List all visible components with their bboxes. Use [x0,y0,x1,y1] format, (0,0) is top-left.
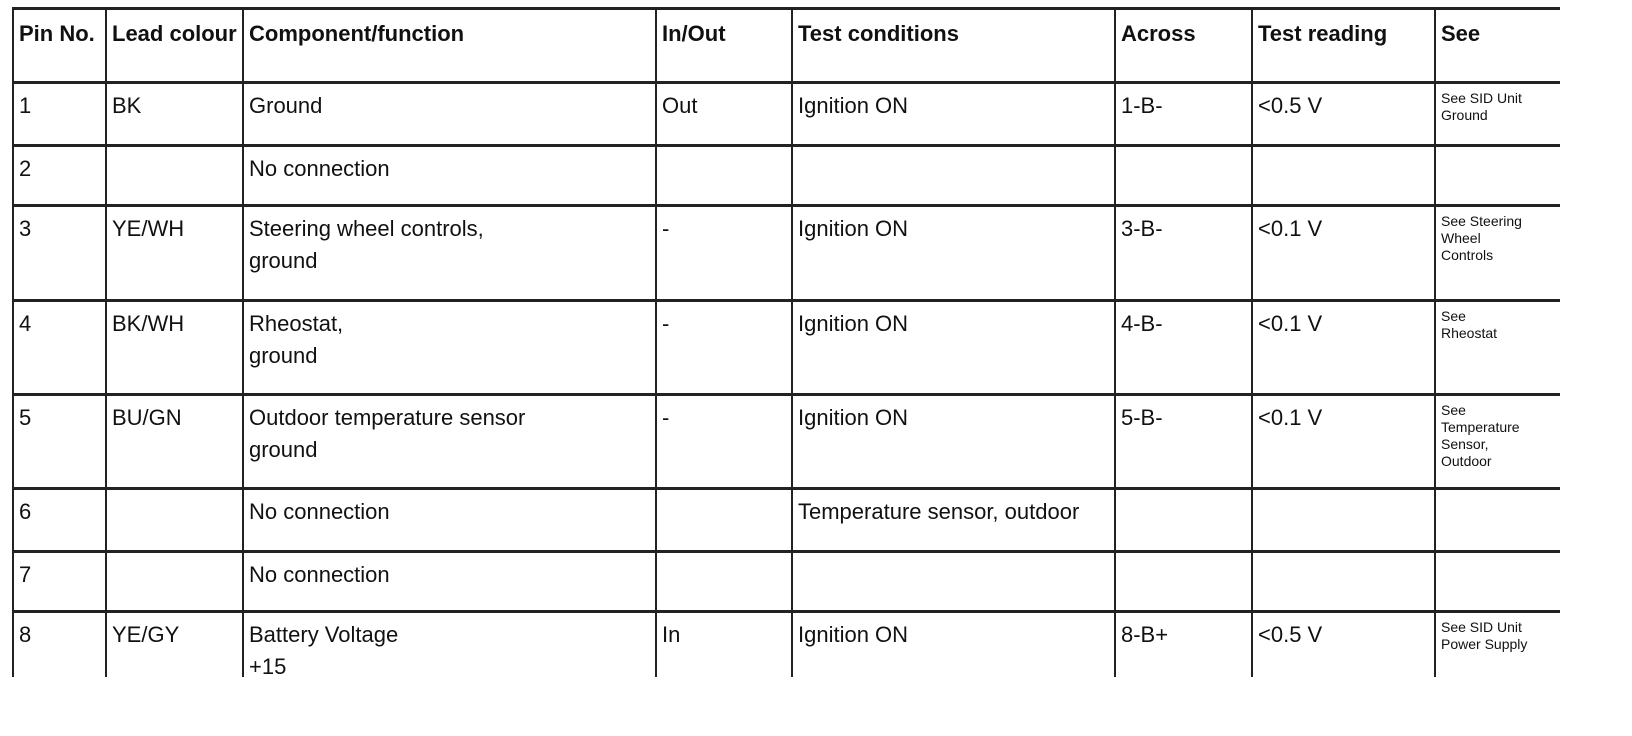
table-row [13,301,1560,395]
cell-component: Steering wheel controls, ground [243,206,656,301]
cell-across: 4-B- [1115,301,1252,395]
cell-pin-no: 5 [13,395,106,489]
header-row [13,9,1560,83]
cell-test-conditions: Ignition ON [792,395,1115,489]
cell-test-reading: <0.1 V [1252,301,1435,395]
cell-in-out: Out [656,83,792,146]
cell-test-conditions: Temperature sensor, outdoor [792,489,1115,552]
header-in-out: In/Out [656,9,792,83]
cell-test-reading: <0.5 V [1252,83,1435,146]
cell-across [1115,489,1252,552]
header-see: See [1435,9,1560,83]
cell-component: No connection [243,489,656,552]
cell-in-out: In [656,612,792,678]
cell-in-out [656,552,792,612]
cell-pin-no: 4 [13,301,106,395]
cell-see: See Steering Wheel Controls [1435,206,1560,301]
cell-in-out [656,146,792,206]
cell-lead-colour: YE/GY [106,612,243,678]
cell-in-out: - [656,301,792,395]
cell-see: See SID Unit Ground [1435,83,1560,146]
cell-in-out: - [656,395,792,489]
cell-lead-colour: BK/WH [106,301,243,395]
cell-pin-no: 1 [13,83,106,146]
cell-test-reading [1252,146,1435,206]
cell-see [1435,489,1560,552]
cell-lead-colour: BK [106,83,243,146]
table-body [13,83,1560,678]
cell-test-conditions [792,552,1115,612]
header-pin-no: Pin No. [13,9,106,83]
cell-see: See Temperature Sensor, Outdoor [1435,395,1560,489]
header-lead-colour: Lead colour [106,9,243,83]
cell-pin-no: 3 [13,206,106,301]
pin-table-sheet [12,7,1560,677]
table-row [13,395,1560,489]
cell-test-reading: <0.5 V [1252,612,1435,678]
cell-lead-colour [106,489,243,552]
cell-pin-no: 7 [13,552,106,612]
cell-see: See Rheostat [1435,301,1560,395]
cell-lead-colour: BU/GN [106,395,243,489]
cell-in-out: - [656,206,792,301]
header-test-conditions: Test conditions [792,9,1115,83]
cell-component: Outdoor temperature sensor ground [243,395,656,489]
header-across: Across [1115,9,1252,83]
cell-test-conditions [792,146,1115,206]
cell-test-conditions: Ignition ON [792,206,1115,301]
table-row [13,83,1560,146]
table-row [13,206,1560,301]
cell-lead-colour [106,146,243,206]
header-component: Component/function [243,9,656,83]
table-row [13,552,1560,612]
table-row [13,489,1560,552]
cell-see [1435,146,1560,206]
cell-test-reading [1252,489,1435,552]
cell-see: See SID Unit Power Supply [1435,612,1560,678]
cell-pin-no: 6 [13,489,106,552]
cell-across: 1-B- [1115,83,1252,146]
cell-in-out [656,489,792,552]
cell-component: Ground [243,83,656,146]
cell-test-conditions: Ignition ON [792,612,1115,678]
cell-see [1435,552,1560,612]
cell-test-reading [1252,552,1435,612]
cell-across: 8-B+ [1115,612,1252,678]
cell-pin-no: 2 [13,146,106,206]
header-test-reading: Test reading [1252,9,1435,83]
cell-test-conditions: Ignition ON [792,301,1115,395]
cell-across: 5-B- [1115,395,1252,489]
cell-pin-no: 8 [13,612,106,678]
cell-component: No connection [243,552,656,612]
cell-component: No connection [243,146,656,206]
cell-test-conditions: Ignition ON [792,83,1115,146]
cell-across [1115,552,1252,612]
cell-lead-colour: YE/WH [106,206,243,301]
pin-table [12,7,1560,677]
cell-test-reading: <0.1 V [1252,206,1435,301]
cell-across [1115,146,1252,206]
cell-component: Battery Voltage +15 [243,612,656,678]
cell-component: Rheostat, ground [243,301,656,395]
table-row [13,612,1560,678]
cell-lead-colour [106,552,243,612]
cell-across: 3-B- [1115,206,1252,301]
cell-test-reading: <0.1 V [1252,395,1435,489]
table-row [13,146,1560,206]
